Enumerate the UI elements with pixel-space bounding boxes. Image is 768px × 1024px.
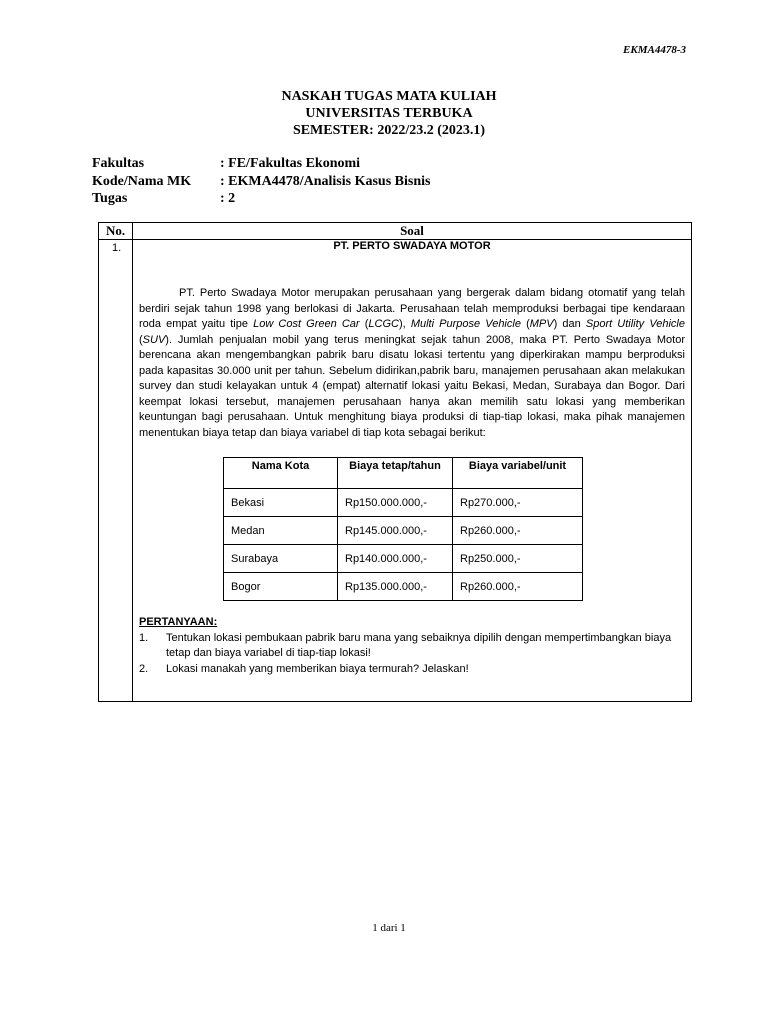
question-item-text: Tentukan lokasi pembukaan pabrik baru mana yang sebaiknya dipilih dengan mempertimbangkan biaya tetap dan biaya variabel di tiap-tiap lokasi! bbox=[166, 631, 672, 659]
table-row bbox=[224, 489, 583, 517]
question-table bbox=[98, 222, 692, 702]
variable-cost-cell: Rp260.000,- bbox=[453, 573, 583, 601]
column-header: Nama Kota bbox=[224, 458, 338, 489]
fixed-cost-cell: Rp140.000.000,- bbox=[338, 545, 453, 573]
meta-row-course bbox=[92, 173, 430, 191]
fixed-cost-cell: Rp150.000.000,- bbox=[338, 489, 453, 517]
document-header bbox=[0, 88, 768, 139]
variable-cost-cell: Rp250.000,- bbox=[453, 545, 583, 573]
question-item bbox=[139, 631, 685, 662]
table-row bbox=[224, 573, 583, 601]
city-cell: Bogor bbox=[224, 573, 338, 601]
question-content bbox=[139, 240, 685, 677]
case-title: PT. PERTO SWADAYA MOTOR bbox=[333, 240, 491, 252]
page-number: 1 dari 1 bbox=[372, 922, 406, 934]
column-header: Biaya variabel/unit bbox=[453, 458, 583, 489]
header-university: UNIVERSITAS TERBUKA bbox=[305, 106, 473, 121]
column-header-soal: Soal bbox=[400, 223, 424, 238]
question-item-text: Lokasi manakah yang memberikan biaya termurah? Jelaskan! bbox=[166, 662, 469, 675]
question-item-number: 2. bbox=[139, 662, 149, 675]
meta-row-tugas bbox=[92, 190, 430, 208]
meta-label: Fakultas bbox=[92, 156, 145, 171]
case-paragraph: PT. Perto Swadaya Motor merupakan perusahaan yang bergerak dalam bidang otomatif yang telah berdiri sejak tahun 1998 yang berlokasi di Jakarta. Perusahaan telah memproduksi berbagai tipe kendaraan roda empat yaitu tipe Low Cost Green Car (LCGC), Multi Purpose Vehicle (MPV) dan Sport Utility Vehicle (SUV). Jumlah penjualan mobil yang terus meningkat sejak tahun 2008, maka PT. Perto Swadaya Motor berencana akan mengembangkan pabrik baru disatu lokasi tertentu yang diperkirakan mampu berproduksi pada kapasitas 30.000 unit per tahun. Sebelum didirikan,pabrik baru, manajemen perusahaan akan melakukan survey dan studi kelayakan untuk 4 (empat) alternatif lokasi yaitu Bekasi, Medan, Surabaya dan Bogor. Dari keempat lokasi tersebut, manajemen perusahaan hanya akan memilih satu lokasi yang memberikan keuntungan bagi perusahaan. Untuk menghitung biaya produksi di tiap-tiap lokasi, maka pihak manajemen menentukan biaya tetap dan biaya variabel di tiap kota sebagai berikut: bbox=[139, 287, 685, 439]
city-cell: Medan bbox=[224, 517, 338, 545]
question-item bbox=[139, 662, 685, 678]
question-table-header bbox=[99, 223, 691, 240]
fixed-cost-cell: Rp135.000.000,- bbox=[338, 573, 453, 601]
variable-cost-cell: Rp270.000,- bbox=[453, 489, 583, 517]
meta-row-fakultas bbox=[92, 155, 430, 173]
city-cell: Bekasi bbox=[224, 489, 338, 517]
fixed-cost-cell: Rp145.000.000,- bbox=[338, 517, 453, 545]
column-header: Biaya tetap/tahun bbox=[338, 458, 453, 489]
meta-value: : 2 bbox=[220, 191, 236, 206]
questions-label: PERTANYAAN: bbox=[139, 616, 218, 628]
course-meta bbox=[92, 155, 430, 208]
meta-label: Kode/Nama MK bbox=[92, 173, 192, 189]
question-item-number: 1. bbox=[139, 631, 149, 644]
column-header-no: No. bbox=[106, 223, 126, 238]
questions-section bbox=[139, 615, 685, 677]
meta-value: : EKMA4478/Analisis Kasus Bisnis bbox=[220, 173, 431, 189]
document-code: EKMA4478-3 bbox=[623, 44, 686, 56]
header-title: NASKAH TUGAS MATA KULIAH bbox=[281, 89, 497, 104]
table-row bbox=[224, 545, 583, 573]
cost-table bbox=[223, 457, 583, 601]
column-divider bbox=[132, 223, 133, 701]
table-row bbox=[224, 517, 583, 545]
question-number: 1. bbox=[112, 242, 122, 254]
cost-table-header-row bbox=[224, 458, 583, 489]
meta-value: : FE/Fakultas Ekonomi bbox=[220, 156, 361, 171]
variable-cost-cell: Rp260.000,- bbox=[453, 517, 583, 545]
header-semester: SEMESTER: 2022/23.2 (2023.1) bbox=[292, 123, 486, 138]
meta-label: Tugas bbox=[92, 191, 128, 206]
city-cell: Surabaya bbox=[224, 545, 338, 573]
